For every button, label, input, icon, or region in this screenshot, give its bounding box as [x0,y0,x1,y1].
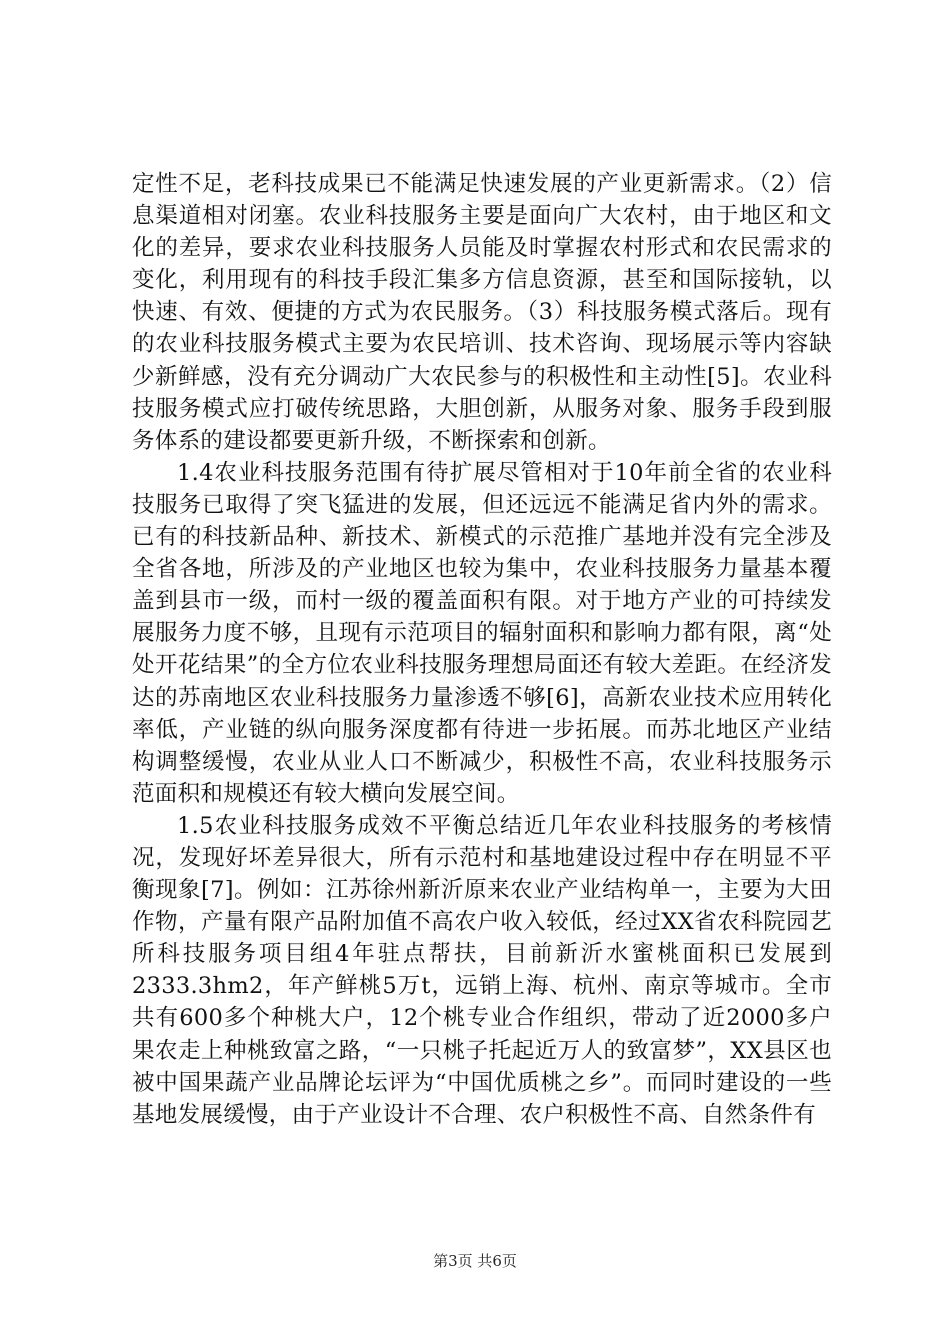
paragraph-section-1-4: 1.4农业科技服务范围有待扩展尽管相对于10年前全省的农业科技服务已取得了突飞猛进的发展，但还远远不能满足省内外的需求。已有的科技新品种、新技术、新模式的示范推广基地并没有完全涉及全省各地，所涉及的产业地区也较为集中，农业科技服务力量基本覆盖到县市一级，而村一级的覆盖面积有限。对于地方产业的可持续发展服务力度不够，且现有示范项目的辐射面积和影响力都有限，离“处处开花结果”的全方位农业科技服务理想局面还有较大差距。在经济发达的苏南地区农业科技服务力量渗透不够[6]，高新农业技术应用转化率低，产业链的纵向服务深度都有待进一步拓展。而苏北地区产业结构调整缓慢，农业从业人口不断减少，积极性不高，农业科技服务示范面积和规模还有较大横向发展空间。 [132,459,832,807]
page-footer: 第3页 共6页 [433,1252,517,1270]
paragraph-continuation: 定性不足，老科技成果已不能满足快速发展的产业更新需求。（2）信息渠道相对闭塞。农业科技服务主要是面向广大农村，由于地区和文化的差异，要求农业科技服务人员能及时掌握农村形式和农民需求的变化，利用现有的科技手段汇集多方信息资源，甚至和国际接轨，以快速、有效、便捷的方式为农民服务。（3）科技服务模式落后。现有的农业科技服务模式主要为农民培训、技术咨询、现场展示等内容缺少新鲜感，没有充分调动广大农民参与的积极性和主动性[5]。农业科技服务模式应打破传统思路，大胆创新，从服务对象、服务手段到服务体系的建设都要更新升级，不断探索和创新。 [132,171,832,454]
body-text [132,168,832,1131]
paragraph-section-1-5: 1.5农业科技服务成效不平衡总结近几年农业科技服务的考核情况，发现好坏差异很大，所有示范村和基地建设过程中存在明显不平衡现象[7]。例如：江苏徐州新沂原来农业产业结构单一，主要为大田作物，产量有限产品附加值不高农户收入较低，经过XX省农科院园艺所科技服务项目组4年驻点帮扶，目前新沂水蜜桃面积已发展到2333.3hm2，年产鲜桃5万t，远销上海、杭州、南京等城市。全市共有600多个种桃大户，12个桃专业合作组织，带动了近2000多户果农走上种桃致富之路，“一只桃子托起近万人的致富梦”，XX县区也被中国果蔬产业品牌论坛评为“中国优质桃之乡”。而同时建设的一些基地发展缓慢，由于产业设计不合理、农户积极性不高、自然条件有 [132,812,832,1128]
